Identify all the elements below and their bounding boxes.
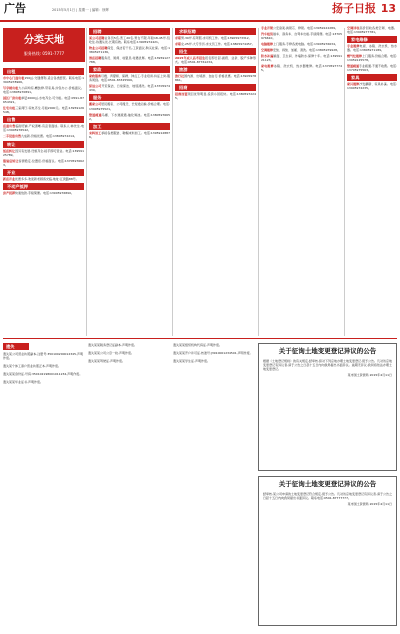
ad-label: 电脑维修 (261, 42, 274, 47)
notice-signature: 某市国土资源局 2015年4月11日 (347, 501, 392, 506)
ad-text: 项目优势明显,投资小回报快。电话:13805972245。 (175, 92, 256, 101)
ad-label: 物业公司招聘 (89, 46, 108, 51)
column-1 (3, 66, 84, 336)
classified-ad (347, 54, 397, 62)
lost-notice: 遗失某某税务登记证副本,声明作废。 (88, 343, 137, 347)
classified-ad (89, 46, 170, 54)
page-number: 13 (380, 2, 396, 15)
section-head: 旅游 (175, 66, 256, 73)
section-head: 招生 (175, 48, 256, 55)
category-title: 分类天地 (24, 35, 64, 46)
classified-ad (3, 96, 84, 104)
ad-label: 店面出售 (3, 124, 16, 129)
ad-label: 新店开业 (3, 176, 16, 181)
ad-text: 报名即日起,函授、业余、脱产多种形式。电话:0591-87761234。 (175, 56, 256, 65)
lost-notice: 遗失某某身份证,号码:350102198001011234,声明作废。 (3, 372, 83, 377)
column-3 (175, 26, 256, 336)
column-divider (172, 28, 173, 336)
section-head: 招聘 (89, 28, 170, 35)
ad-text: 开荒保洁、日常保洁、地毯清洗。电话:13705974430。 (89, 84, 170, 93)
column-divider (344, 28, 345, 336)
ad-label: 二手设备出售 (3, 134, 22, 139)
ad-label: 管道疏通 (89, 112, 102, 117)
notice-body: 根据《土地登记规则》的有关规定,经审核,拟对下列宗地办理土地变更登记,现予公告。凡对该宗地变更登记有异议者,请于公告之日起十五日内向我局提出书面异议。逾期无异议,我局将依法办理土地变更登记。 (263, 358, 392, 371)
ad-text: 因另有发展,设施齐全,接手即可营业。电话:13959125789。 (3, 148, 84, 157)
classified-ad (89, 102, 170, 110)
masthead (0, 0, 400, 22)
classified-ad (347, 64, 397, 72)
ad-text: 九成新,价格优惠。电话:13805972214。 (21, 134, 77, 139)
ad-text: 三室两厅,家电齐全,月租2000元。电话:13959126548。 (3, 106, 84, 115)
classified-ad (347, 44, 397, 52)
ad-text: 客源稳定,位置佳,价格面议。电话:13705976623。 (3, 158, 84, 167)
newspaper-logo: 扬子日报 (332, 2, 376, 15)
ad-label: 家电维修 (261, 64, 274, 69)
classified-ad (261, 26, 342, 30)
lost-notice: 遗失某公司营业执照副本,注册号:350100200012345,声明作废。 (3, 352, 83, 361)
ad-label: 酒店招聘 (89, 56, 102, 61)
ad-text: 临街旺铺,产权清晰,有意者面谈。联系人:林先生,电话:13905976542。 (3, 124, 84, 133)
ad-label: 2015年成人高考招生 (175, 56, 206, 61)
ad-text: 上门服务,价格合理。电话:13959125578。 (347, 54, 397, 63)
ad-text: 专业疏通,不通不收费。电话:13705975563。 (347, 64, 397, 73)
classified-ad (347, 82, 397, 90)
classified-ad (89, 56, 170, 64)
date-line: 2015年5月1日 | 星期一 | 编辑：徐辉 (52, 8, 109, 12)
classified-ad (347, 26, 397, 34)
lost-notice: 遗失某某开户许可证,核准号:J3910001234501,声明作废。 (173, 351, 253, 356)
ad-label: 防水补漏 (261, 54, 274, 59)
land-notice-1 (258, 343, 397, 471)
ad-text: 优惠多多,欢迎新老顾客光临,地址:江滨路88号。 (15, 176, 79, 181)
ad-label: 家具维修 (347, 82, 360, 87)
column-divider (86, 28, 87, 336)
lost-notices-left (3, 352, 83, 630)
classified-ad (261, 48, 342, 52)
classified-ad (261, 42, 342, 46)
ad-text: 女,25岁,大专学历,求文员工作。电话:13805974457。 (181, 42, 255, 47)
ad-label: 保洁公司 (89, 84, 102, 89)
ad-text: 月嫂、育婴师、保姆、钟点工,专业培训,持证上岗,服务周到。电话:0591-83325566。 (89, 74, 170, 83)
ad-text: 沙发翻新、家具补漆。电话:13905972235。 (347, 82, 397, 91)
lost-notice: 遗失某某学生证,声明作废。 (173, 359, 210, 364)
section-divider (3, 338, 397, 339)
ad-label: 写字楼出租 (3, 86, 19, 91)
ad-label: 汽车租赁 (261, 32, 274, 37)
ad-label: 专业维修 (347, 44, 360, 49)
classified-ad (175, 56, 256, 64)
section-head: 家电维修 (347, 36, 397, 43)
ad-label: 住宅出租 (3, 106, 16, 111)
ad-text: 屋面、卫生间、外墙防水,保修十年。电话:13959121123。 (261, 54, 342, 63)
classified-ad (3, 86, 84, 94)
column-2 (89, 26, 170, 336)
classified-ad (3, 124, 84, 132)
lost-notice: 遗失某某组织机构代码证,声明作废。 (173, 343, 222, 347)
ad-text: 大小间均有,精装修,带家具,拎包办公,价格面议。电话:13805970891。 (3, 86, 84, 95)
ad-text: 业务员5名,普工20名,男女不限,年龄18-45岁,包吃住,待遇从优,长期有效。联系电话:13905974421。 (89, 36, 170, 45)
service-hotline: 服务热线: 0591-7777 (23, 50, 65, 56)
lost-section-head: 遗失 (3, 343, 29, 350)
ad-label: 招商加盟 (175, 92, 188, 97)
lost-notice: 遗失某某驾驶证,声明作废。 (88, 359, 125, 364)
classified-ad (3, 177, 84, 181)
ad-text: 上门服务,专修各类电脑。电话:13905976634。 (273, 42, 338, 47)
section-head: 不动产抵押 (3, 183, 84, 190)
classified-ad (3, 149, 84, 157)
ad-label: 园区厂房出租 (3, 96, 22, 101)
lost-notice: 遗失某某毕业证书,声明作废。 (3, 380, 43, 385)
classified-ad (261, 54, 342, 62)
notice-signature: 某市国土资源局 2015年4月11日 (347, 372, 392, 377)
section-head: 开业 (3, 169, 84, 176)
classified-ad (89, 36, 170, 44)
classified-ad (89, 131, 170, 139)
ad-text: 国内游、出境游、自由行,价格优惠。电话:13905978861。 (175, 74, 256, 83)
ad-text: 冰箱、洗衣机、热水器维修。电话:13705977745。 (261, 64, 342, 73)
ad-label: 旅行社 (175, 74, 185, 79)
classified-ad (89, 74, 170, 82)
classified-ad (175, 92, 256, 100)
ad-text: 服务员、厨师、收银员,待遇优厚。电话:13959127788。 (89, 56, 170, 65)
ad-text: 电视、冰箱、洗衣机、热水器。电话:13805971189。 (347, 44, 397, 53)
section-title: 广告 (4, 2, 26, 15)
classified-ad (3, 159, 84, 167)
ad-label: 空调回收 (347, 26, 360, 30)
lost-notice: 遗失某个体工商户营业执照正本,声明作废。 (3, 364, 61, 369)
classified-ad (261, 32, 342, 40)
ad-text: 婚车、商务车、自驾车出租,手续简便。电话:13705976610。 (261, 32, 342, 41)
classified-ad (175, 36, 256, 40)
category-title-box (3, 28, 85, 62)
section-head: 加工 (89, 123, 170, 130)
section-head: 出售 (3, 116, 84, 123)
ad-label: 管道疏通 (347, 64, 360, 69)
ad-text: 单层2000㎡,水电齐全,可分租。电话:0591-87654321。 (3, 96, 84, 105)
section-head: 转让 (3, 141, 84, 148)
ad-label: 服装店转让 (3, 158, 19, 163)
ad-text: 快速放款,手续简便。电话:13905976890。 (15, 190, 74, 195)
classified-ad (175, 42, 256, 46)
classified-ad (3, 76, 84, 84)
section-head: 家具 (347, 74, 397, 81)
ad-label: 某公司招聘 (89, 36, 105, 40)
ad-text: 承接各类服装、鞋帽来料加工。电话:13959128876。 (89, 130, 170, 139)
notice-body: 经审核,某公司申请的土地变更登记符合规定,现予公告。凡对该宗地变更登记有异议者,请于公告之日起十五日内向我局提出书面异议。联系电话:0591-87777777。 (263, 491, 392, 500)
ad-text: 公安备案,换锁芯、修锁。电话:13959122289。 (273, 26, 338, 30)
ad-label: 燃气灶维修 (347, 54, 363, 59)
ad-label: 求职 (175, 36, 182, 40)
ad-text: 居民搬家、公司搬迁、长短途运输,价格合理。电话:13905975521。 (89, 102, 170, 111)
ad-text: 安装、拆装、加氟、清洗。电话:13805979928。 (273, 48, 341, 53)
column-4 (261, 26, 342, 336)
section-head: 服务 (89, 94, 170, 101)
ad-label: 求职 (175, 42, 182, 47)
classified-ad (89, 84, 170, 92)
ad-label: 搬家公司 (89, 102, 102, 107)
classified-ad (3, 191, 84, 195)
notice-title: 关于征询土地变更登记异议的公告 (278, 347, 377, 355)
column-divider (258, 28, 259, 336)
ad-text: 150㎡,交通便利,适合各类经营。联系电话:13905978966。 (3, 76, 84, 85)
ad-label: 房产抵押 (3, 190, 16, 195)
classified-ad (3, 134, 84, 138)
ad-text: 高价回收各类空调、电器。电话:13905977781。 (347, 26, 397, 35)
ad-label: 空调维修 (261, 48, 274, 53)
lost-notice: 遗失某某公司公章一枚,声明作废。 (88, 351, 134, 356)
ad-label: 市中心门面出租 (3, 76, 25, 80)
ad-text: 马桶、下水道疏通,抽化粪池。电话:13805976652。 (89, 112, 170, 121)
column-5 (347, 26, 397, 336)
ad-text: 保安、保洁若干名,工资面议,购买社保。电话:13805971136。 (89, 46, 170, 55)
ad-label: 来料加工 (89, 130, 102, 135)
classified-ad (261, 64, 342, 72)
notice-title: 关于征询土地变更登记异议的公告 (278, 480, 377, 488)
lost-notices-middle (88, 343, 168, 630)
classified-ad (89, 113, 170, 121)
section-head: 出租 (3, 68, 84, 75)
ad-label: 饭店转让 (3, 148, 16, 153)
land-notice-2 (258, 476, 397, 626)
ad-label: 家政服务 (89, 74, 102, 79)
section-head: 家政 (89, 66, 170, 73)
classified-ad (175, 74, 256, 82)
ad-text: 男,30岁,有驾照,求司机工作。电话:13905973312。 (181, 36, 252, 40)
classified-ad (3, 106, 84, 114)
ad-label: 专业开锁 (261, 26, 274, 30)
section-head: 求职招聘 (175, 28, 256, 35)
lost-notices-right (173, 343, 253, 630)
section-head: 招商 (175, 84, 256, 91)
